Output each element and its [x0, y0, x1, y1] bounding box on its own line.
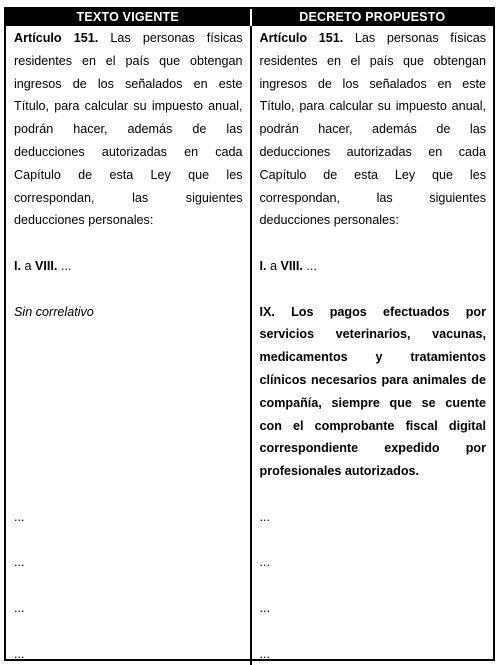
- fraction-ellipsis: ...: [57, 258, 72, 273]
- no-correlative-text: Sin correlativo: [14, 304, 94, 319]
- table-body-row: [6, 26, 493, 665]
- ellipsis: ...: [14, 646, 25, 661]
- article-label: Artículo 151.: [14, 31, 99, 45]
- article-text: Las personas físicas residentes en el país que obtengan ingresos de los señalados en este Título, para calcular su impuesto anual, podrán hacer, además de las deducciones autorizadas en cada Capítulo de esta Ley que les correspondan, las siguientes deducciones personales:: [14, 31, 243, 228]
- new-fraction-ix: IX. Los pagos efectuados por servicios veterinarios, vacunas, medicamentos y tratamientos clínicos necesarios para animales de compañía, siempre que se cuente con el comprobante fiscal digital correspondiente expedido por profesionales autorizados.: [259, 304, 486, 479]
- fraction-ellipsis: ...: [302, 258, 317, 273]
- fractions-range: [14, 255, 243, 278]
- ellipsis: ...: [14, 600, 25, 615]
- ellipsis: ...: [259, 600, 270, 615]
- comparison-table: [4, 7, 495, 661]
- fraction-start: I.: [259, 258, 267, 273]
- article-text: Las personas físicas residentes en el país que obtengan ingresos de los señalados en este Título, para calcular su impuesto anual, podrán hacer, además de las deducciones autorizadas en cada Capítulo de esta Ley que les correspondan, las siguientes deducciones personales:: [259, 31, 486, 228]
- ellipsis: ...: [14, 555, 25, 570]
- article-label: Artículo 151.: [259, 31, 344, 45]
- column-texto-vigente: [6, 26, 250, 665]
- ellipsis: ...: [259, 646, 270, 661]
- ellipsis: ...: [259, 509, 270, 524]
- ellipsis: ...: [259, 555, 270, 570]
- fraction-connector: a: [21, 258, 36, 273]
- header-texto-vigente: TEXTO VIGENTE: [76, 10, 179, 24]
- fractions-range: [260, 255, 487, 278]
- fraction-end: VIII.: [35, 258, 58, 273]
- column-decreto-propuesto: [250, 26, 494, 665]
- table-header-row: [6, 9, 493, 26]
- fraction-connector: a: [266, 258, 281, 273]
- fraction-start: I.: [14, 258, 21, 273]
- fraction-end: VIII.: [280, 258, 303, 273]
- header-decreto-propuesto: DECRETO PROPUESTO: [250, 9, 494, 26]
- article-151-paragraph: [260, 27, 487, 232]
- article-151-paragraph: [14, 27, 243, 232]
- ellipsis: ...: [14, 509, 25, 524]
